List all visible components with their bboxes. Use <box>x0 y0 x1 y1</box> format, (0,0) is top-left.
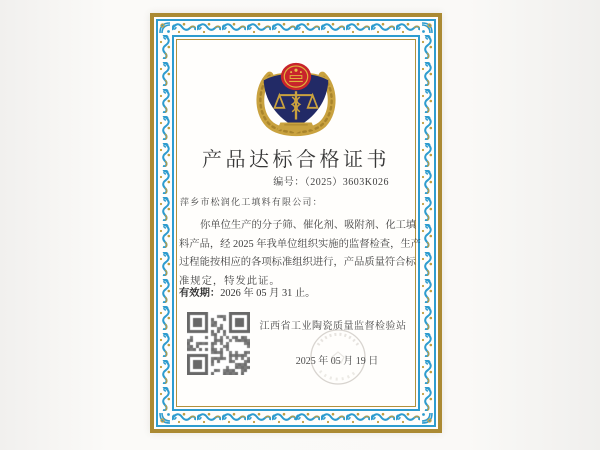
border-corner-scroll-icon <box>420 411 434 425</box>
body-line: 过程能按相应的各项标准组织进行，产品质量符合标 <box>179 257 416 268</box>
body-line: 准规定，特发此证。 <box>179 276 281 287</box>
border-ornament-top <box>172 21 420 35</box>
certificate-title: 产品达标合格证书 <box>202 149 390 171</box>
validity-value: 2026 年 05 月 31 止。 <box>220 288 316 299</box>
inner-frame <box>172 35 420 411</box>
border-corner-scroll-icon <box>158 411 172 425</box>
validity-label: 有效期： <box>179 288 221 299</box>
issuing-authority: 江西省工业陶瓷质量监督检验站 <box>259 321 407 332</box>
border-corner-scroll-icon <box>158 21 172 35</box>
certificate-serial-number: 编号：（2025）3603K026 <box>273 177 389 188</box>
certificate <box>150 13 442 433</box>
border-corner-scroll-icon <box>420 21 434 35</box>
validity-line <box>179 284 315 299</box>
addressee-company-name: 萍乡市松润化工填料有限公司： <box>180 197 323 207</box>
issue-date: 2025 年 05 月 19 日 <box>295 356 379 367</box>
body-line: 你单位生产的分子筛、催化剂、吸附剂、化工填 <box>200 220 417 231</box>
market-supervision-badge-icon <box>252 58 340 142</box>
certificate-content <box>176 39 421 407</box>
border-ornament-left <box>158 35 172 411</box>
certificate-border <box>156 19 436 427</box>
border-ornament-bottom <box>172 411 420 425</box>
body-line: 料产品，经 2025 年我单位组织实施的监督检查，生产 <box>179 239 421 250</box>
